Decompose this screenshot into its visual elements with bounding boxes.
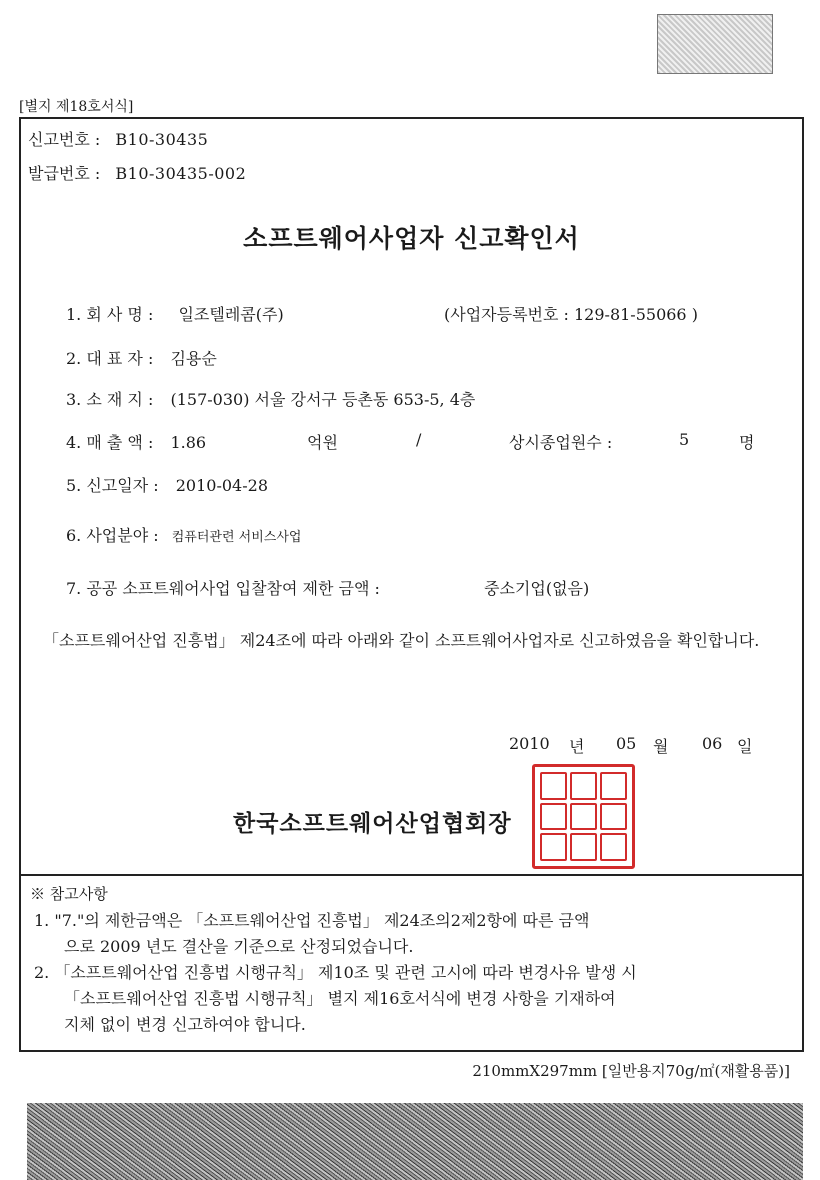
issue-number-label: 발급번호 : <box>28 164 101 183</box>
bid-limit-row <box>66 576 380 599</box>
report-number-row <box>28 127 208 150</box>
issue-year-unit: 년 <box>569 737 585 756</box>
paper-spec: 210mmX297mm [일반용지70g/㎡(재활용품)] <box>472 1062 790 1080</box>
employees-value: 5 <box>679 430 690 449</box>
reference-item-2-line-2: 「소프트웨어산업 진흥법 시행규칙」 별지 제16호서식에 변경 사항을 기재하여 <box>64 989 616 1008</box>
ceo-row <box>66 346 217 369</box>
issuing-organization: 한국소프트웨어산업협회장 <box>233 811 512 837</box>
report-number: B10-30435 <box>115 130 209 149</box>
sales-value: 1.86 <box>170 433 207 452</box>
issue-year: 2010 <box>509 734 550 753</box>
business-field-row <box>66 523 301 546</box>
section-divider <box>21 874 802 876</box>
report-date: 2010-04-28 <box>175 476 268 495</box>
issue-day-unit: 일 <box>737 737 753 756</box>
security-noise-bar <box>27 1103 803 1180</box>
reference-item-1-line-2: 으로 2009 년도 결산을 기준으로 산정되었습니다. <box>64 937 414 956</box>
address-row <box>66 387 475 410</box>
bid-limit-label: 7. 공공 소프트웨어사업 입찰참여 제한 금액 : <box>66 579 380 598</box>
ceo-name: 김용순 <box>170 349 217 368</box>
report-date-label: 5. 신고일자 : <box>66 476 159 495</box>
address-label: 3. 소 재 지 : <box>66 390 154 409</box>
report-number-label: 신고번호 : <box>28 130 101 149</box>
issue-month: 05 <box>616 734 637 753</box>
reference-heading: ※ 참고사항 <box>30 885 108 903</box>
reference-item-2-line-1: 2. 「소프트웨어산업 진흥법 시행규칙」 제10조 및 관련 고시에 따라 변경사유 발생 시 <box>34 963 637 982</box>
reference-item-2-line-3: 지체 없이 변경 신고하여야 합니다. <box>64 1015 306 1034</box>
business-reg-number: (사업자등록번호 : 129-81-55066 ) <box>444 305 698 324</box>
confirmation-statement: 「소프트웨어산업 진흥법」 제24조에 따라 아래와 같이 소프트웨어사업자로 신고하였음을 확인합니다. <box>43 631 760 650</box>
official-seal <box>532 764 635 869</box>
reference-item-1-line-1: 1. "7."의 제한금액은 「소프트웨어산업 진흥법」 제24조의2제2항에 따른 금액 <box>34 911 590 930</box>
issue-month-unit: 월 <box>653 737 669 756</box>
business-field-label: 6. 사업분야 : <box>66 526 159 545</box>
slash-separator: / <box>416 430 422 449</box>
sales-unit: 억원 <box>307 433 338 452</box>
issue-number: B10-30435-002 <box>115 164 247 183</box>
form-number: [별지 제18호서식] <box>19 99 134 115</box>
sales-row <box>66 430 206 453</box>
certificate-frame <box>19 117 804 1052</box>
document-title: 소프트웨어사업자 신고확인서 <box>243 224 580 253</box>
issue-number-row <box>28 161 246 184</box>
employees-unit: 명 <box>739 433 755 452</box>
sales-label: 4. 매 출 액 : <box>66 433 154 452</box>
address: (157-030) 서울 강서구 등촌동 653-5, 4층 <box>170 390 476 409</box>
ceo-label: 2. 대 표 자 : <box>66 349 154 368</box>
bid-limit-value: 중소기업(없음) <box>484 579 590 598</box>
employees-label: 상시종업원수 : <box>509 433 613 452</box>
report-date-row <box>66 473 268 496</box>
security-pattern <box>657 14 773 74</box>
company-name: 일조텔레콤(주) <box>178 305 284 324</box>
issue-day: 06 <box>702 734 723 753</box>
company-row <box>66 302 284 325</box>
business-field: 컴퓨터관련 서비스사업 <box>171 530 302 545</box>
company-label: 1. 회 사 명 : <box>66 305 154 324</box>
